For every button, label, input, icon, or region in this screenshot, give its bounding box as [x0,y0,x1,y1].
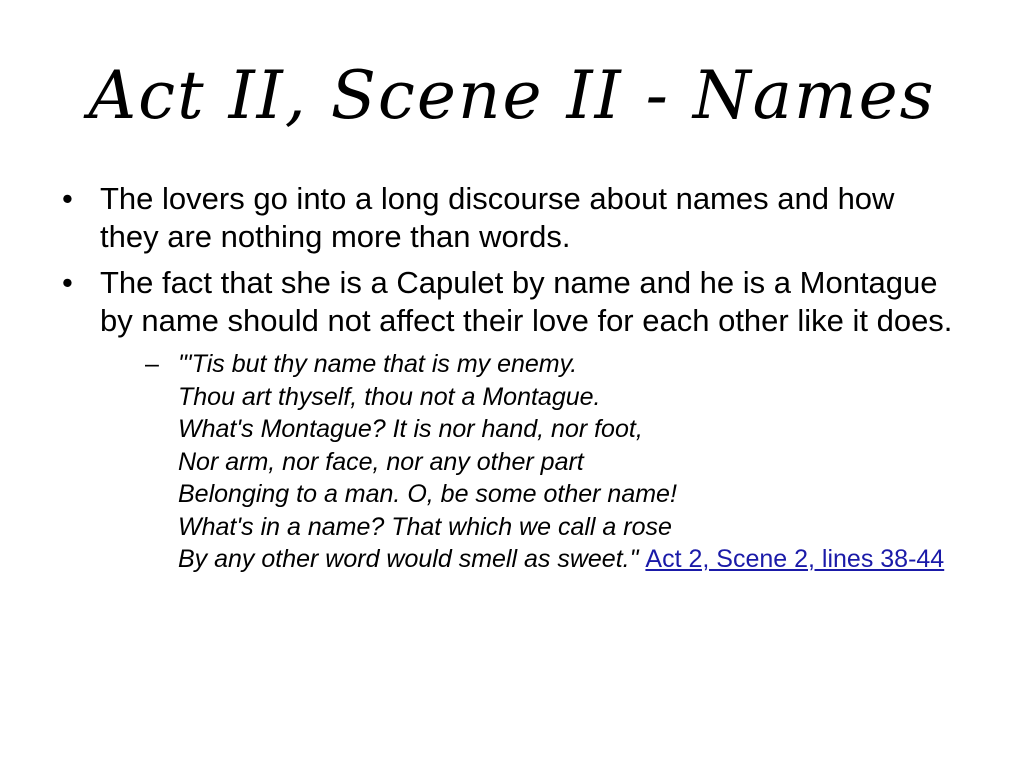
bullet-text: The lovers go into a long discourse about names and how they are nothing more than words. [100,181,895,254]
slide-content [60,180,960,576]
quote-last-line [178,543,960,576]
quote-line: Nor arm, nor face, nor any other part [178,447,584,476]
quote-sub-bullet [145,348,960,576]
bullet-marker: • [62,181,73,216]
slide-title: Act II, Scene II - Names [88,56,936,134]
bullet-text: The fact that she is a Capulet by name and he is a Montague by name should not affect their love for each other like it does. [100,265,953,338]
bullet-point-1 [60,180,960,256]
quote-line: What's in a name? That which we call a rose [178,512,672,541]
quote-line: Thou art thyself, thou not a Montague. [178,382,601,411]
bullet-point-2 [60,264,960,340]
quote-line: Belonging to a man. O, be some other name! [178,480,677,508]
scene-reference-link[interactable]: Act 2, Scene 2, lines 38-44 [645,545,945,573]
quote-line: What's Montague? It is nor hand, nor foot, [178,415,643,443]
quote-line: "'Tis but thy name that is my enemy. [178,350,578,378]
quote-text: By any other word would smell as sweet." [178,545,639,573]
bullet-marker: • [62,265,73,300]
sub-bullet-marker: – [145,350,159,378]
